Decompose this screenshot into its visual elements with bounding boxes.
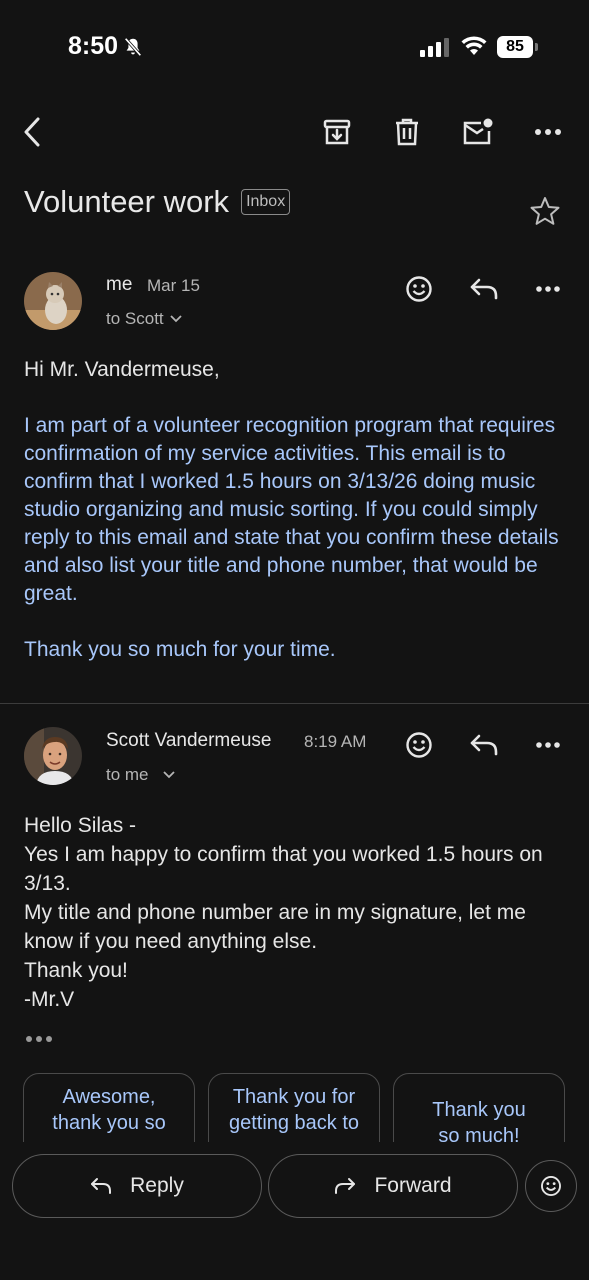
avatar-me[interactable] [24, 272, 82, 330]
body-line: Thank you! [24, 959, 128, 982]
body-paragraph: I am part of a volunteer recognition program that requires confirmation of my service activities. This email is to confirm that I worked 1.5 hours on 3/13/26 doing music studio organizing and music sorting. If you could simply reply to this email and state that you confirm these details and also list your title and phone number, that would be great. [24, 414, 559, 605]
reply-arrow-icon [469, 277, 499, 301]
star-icon [530, 196, 560, 226]
body-line: Yes I am happy to confirm that you worked 1.5 hours on 3/13. [24, 843, 543, 895]
closing-line: Thank you so much for your time. [24, 638, 336, 661]
status-bar [0, 0, 589, 90]
reply-button[interactable] [468, 273, 500, 305]
mark-unread-icon [462, 118, 494, 146]
emoji-icon [540, 1175, 562, 1197]
reply-label: Reply [130, 1174, 184, 1197]
time-text: 8:50 [68, 32, 119, 60]
sender-name: me [106, 274, 133, 295]
dot [26, 1036, 32, 1042]
smart-reply-chip[interactable] [393, 1073, 565, 1142]
archive-icon [323, 118, 351, 146]
status-time [68, 32, 144, 61]
bell-muted-icon [122, 36, 144, 58]
chevron-down-icon [170, 315, 182, 323]
recipient-text: to Scott [106, 309, 164, 328]
battery-indicator [497, 36, 533, 58]
sender-name: Scott Vandermeuse [106, 730, 272, 751]
message-divider [0, 703, 589, 704]
message-more-button[interactable] [532, 729, 564, 761]
more-horizontal-icon [535, 741, 561, 749]
email-subject-row [24, 184, 290, 220]
archive-button[interactable] [321, 116, 353, 148]
chip-line: Thank you for [232, 1086, 356, 1108]
forward-arrow-icon [334, 1177, 356, 1195]
body-line: My title and phone number are in my signature, let me know if you need anything else. [24, 901, 526, 953]
delete-button[interactable] [391, 116, 423, 148]
message-body [24, 356, 569, 664]
body-line: -Mr.V [24, 988, 75, 1011]
cat-photo-avatar [24, 272, 82, 330]
back-button[interactable] [16, 116, 48, 148]
smart-reply-chip[interactable] [208, 1073, 380, 1142]
more-horizontal-icon [534, 128, 562, 136]
reply-pill-button[interactable] [12, 1154, 262, 1218]
body-line: Hello Silas - [24, 814, 137, 837]
add-reaction-button[interactable] [403, 729, 435, 761]
chip-line: Thank you [432, 1099, 526, 1121]
wifi-icon [461, 35, 487, 57]
message-date: 8:19 AM [304, 732, 367, 751]
more-horizontal-icon [535, 285, 561, 293]
chevron-down-icon [163, 771, 175, 779]
back-arrow-icon [21, 117, 43, 147]
chip-line: thank you so [52, 1112, 166, 1134]
inbox-label[interactable]: Inbox [241, 189, 290, 215]
message-more-button[interactable] [532, 273, 564, 305]
trash-icon [394, 118, 420, 146]
reply-button[interactable] [468, 729, 500, 761]
battery-level: 85 [506, 38, 524, 55]
reply-arrow-icon [90, 1177, 112, 1195]
signal-icon [420, 37, 450, 57]
chip-line: getting back to [228, 1112, 360, 1134]
react-emoji-button[interactable] [525, 1160, 577, 1212]
person-photo-avatar [24, 727, 82, 785]
dot [46, 1036, 52, 1042]
email-toolbar [0, 110, 589, 154]
star-button[interactable] [530, 196, 560, 231]
recipient-text: to me [106, 765, 149, 784]
bottom-actions [0, 1154, 589, 1220]
reply-arrow-icon [469, 733, 499, 757]
message-body [24, 811, 544, 1014]
message-date: Mar 15 [147, 276, 200, 295]
forward-label: Forward [374, 1174, 452, 1197]
recipient-details-toggle[interactable] [106, 309, 182, 329]
add-reaction-button[interactable] [403, 273, 435, 305]
recipient-details-toggle[interactable] [106, 765, 175, 785]
forward-pill-button[interactable] [268, 1154, 518, 1218]
email-subject: Volunteer work [24, 184, 230, 219]
avatar-scott[interactable] [24, 727, 82, 785]
smart-reply-chip[interactable] [23, 1073, 195, 1142]
smart-reply-row [0, 1073, 589, 1142]
chip-line: Awesome, [62, 1086, 156, 1108]
more-options-button[interactable] [532, 116, 564, 148]
emoji-icon [405, 731, 433, 759]
show-trimmed-content-button[interactable] [26, 1036, 52, 1042]
mark-unread-button[interactable] [462, 116, 494, 148]
dot [36, 1036, 42, 1042]
greeting: Hi Mr. Vandermeuse, [24, 358, 220, 381]
emoji-icon [405, 275, 433, 303]
chip-line: so much! [438, 1125, 520, 1142]
